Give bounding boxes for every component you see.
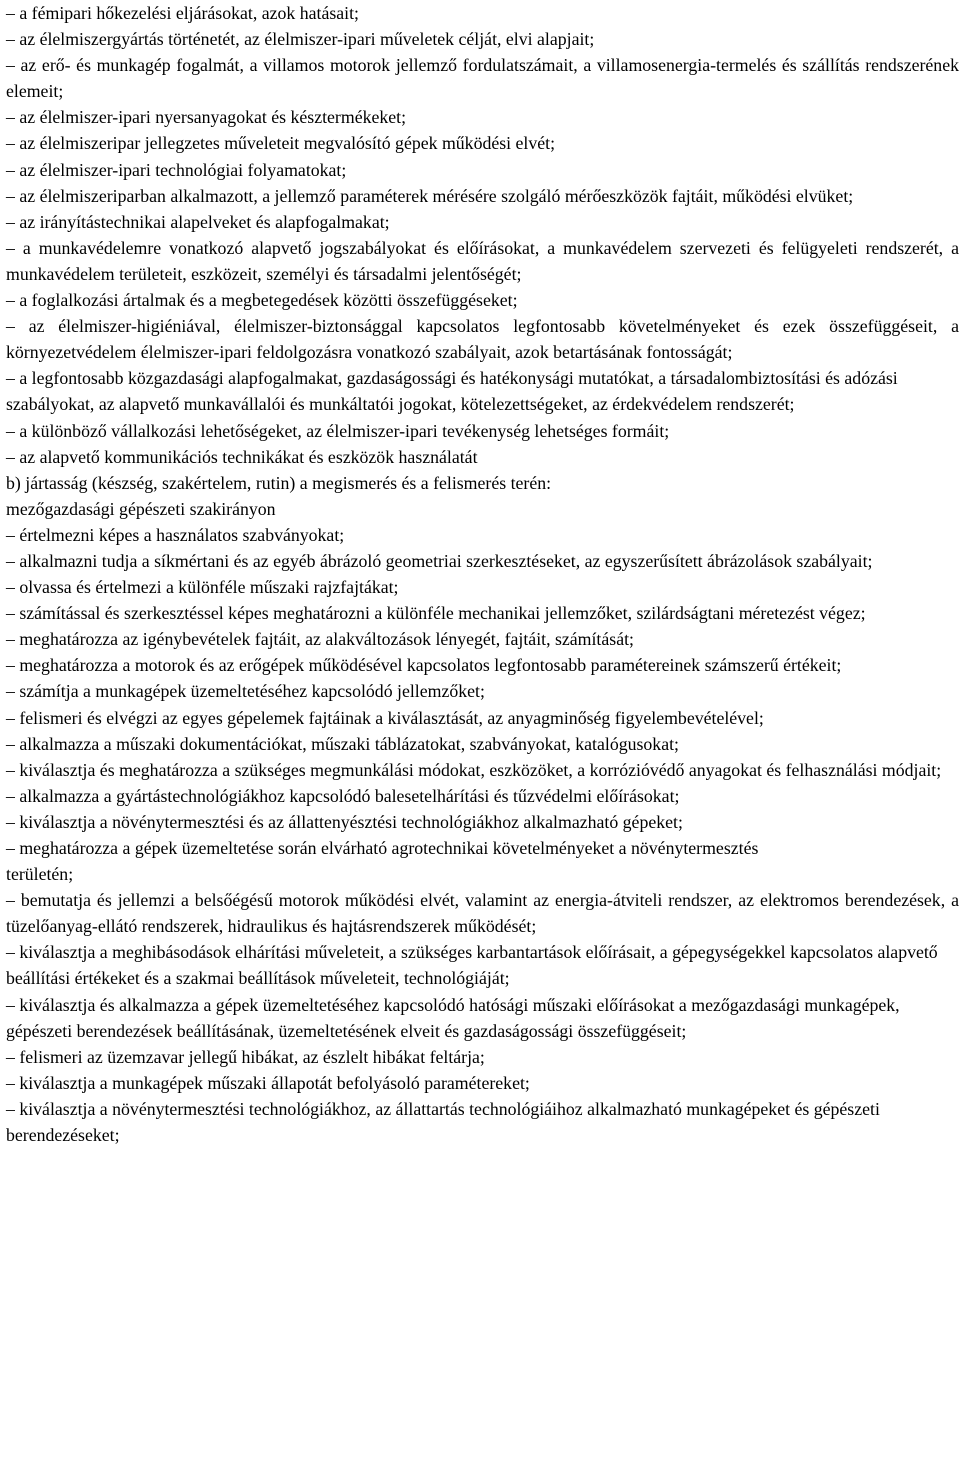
list-item: – az irányítástechnikai alapelveket és alapfogalmakat; bbox=[6, 211, 390, 232]
list-item: – értelmezni képes a használatos szabványokat; bbox=[6, 524, 345, 545]
list-item: – a legfontosabb közgazdasági alapfogalmakat, gazdaságossági és hatékonysági mutatókat, a társadalombiztosítási és adózási szabályokat, az alapvető munkavállalói és munkáltatói jogokat, kötelezettségeket, az érdekvédelem rendszerét; bbox=[6, 368, 898, 415]
list-item: b) jártasság (készség, szakértelem, rutin) a megismerés és a felismerés terén: bbox=[6, 472, 552, 493]
list-item: – kiválasztja a növénytermesztési és az állattenyésztési technológiákhoz alkalmazható gépeket; bbox=[6, 811, 683, 832]
list-item: – bemutatja és jellemzi a belsőégésű motorok működési elvét, valamint az energia-átviteli rendszer, az elektromos berendezések, a tüzelőanyag-ellátó rendszerek, hidraulikus és hajtásrendszerek működését; bbox=[6, 890, 959, 937]
list-item: – az élelmiszergyártás történetét, az élelmiszer-ipari műveletek célját, elvi alapjait; bbox=[6, 29, 595, 50]
list-item: – kiválasztja a növénytermesztési technológiákhoz, az állattartás technológiáihoz alkalmazható munkagépeket és gépészeti berendezéseket; bbox=[6, 1098, 880, 1146]
list-item: – alkalmazza a műszaki dokumentációkat, műszaki táblázatokat, szabványokat, katalógusokat; bbox=[6, 733, 679, 754]
list-item: – meghatározza az igénybevételek fajtáit, az alakváltozások lényegét, fajtáit, számítását; bbox=[6, 629, 634, 650]
list-item: – kiválasztja a munkagépek műszaki állapotát befolyásoló paramétereket; bbox=[6, 1072, 530, 1093]
list-item: – számítással és szerkesztéssel képes meghatározni a különféle mechanikai jellemzőket, szilárdságtani méretezést végez; bbox=[6, 603, 866, 624]
list-item: – számítja a munkagépek üzemeltetéséhez kapcsolódó jellemzőket; bbox=[6, 681, 485, 702]
list-item: mezőgazdasági gépészeti szakirányon bbox=[6, 498, 276, 519]
list-item: – kiválasztja és alkalmazza a gépek üzemeltetéséhez kapcsolódó hatósági műszaki előírásokat a mezőgazdasági munkagépek, gépészeti berendezések beállításának, üzemeltetésének elveit és gazdaságossági összefüggéseit; bbox=[6, 994, 900, 1041]
list-item: – alkalmazni tudja a síkmértani és az egyéb ábrázoló geometriai szerkesztéseket, az egyszerűsített ábrázolások szabályait; bbox=[6, 550, 873, 571]
list-item: – a különböző vállalkozási lehetőségeket, az élelmiszer-ipari tevékenység lehetséges formáit; bbox=[6, 420, 670, 441]
list-item: – meghatározza a gépek üzemeltetése során elvárható agrotechnikai követelményeket a növénytermesztés bbox=[6, 838, 759, 858]
list-item: – az élelmiszer-ipari technológiai folyamatokat; bbox=[6, 159, 347, 180]
list-item: területén; bbox=[6, 864, 74, 885]
list-item: – alkalmazza a gyártástechnológiákhoz kapcsolódó balesetelhárítási és tűzvédelmi előírásokat; bbox=[6, 785, 680, 806]
list-item: – olvassa és értelmezi a különféle műszaki rajzfajtákat; bbox=[6, 577, 399, 598]
list-item: – az élelmiszeripar jellegzetes műveleteit megvalósító gépek működési elvét; bbox=[6, 133, 556, 154]
list-item: – meghatározza a motorok és az erőgépek működésével kapcsolatos legfontosabb paramétereinek számszerű értékeit; bbox=[6, 655, 842, 676]
list-item: – a fémipari hőkezelési eljárásokat, azok hatásait; bbox=[6, 3, 359, 23]
list-item: – az élelmiszer-ipari nyersanyagokat és késztermékeket; bbox=[6, 107, 407, 128]
list-item: – kiválasztja és meghatározza a szükséges megmunkálási módokat, eszközöket, a korrózióvédő anyagokat és felhasználási módjait; bbox=[6, 759, 942, 780]
list-item: – a foglalkozási ártalmak és a megbetegedések közötti összefüggéseket; bbox=[6, 290, 518, 311]
list-item: – az alapvető kommunikációs technikákat és eszközök használatát bbox=[6, 446, 478, 467]
list-item: – kiválasztja a meghibásodások elhárítási műveleteit, a szükséges karbantartások előírásait, a gépegységekkel kapcsolatos alapvető beállítási értékeket és a szakmai beállítások műveleteit, technológiáját; bbox=[6, 942, 938, 989]
list-item: – az élelmiszeriparban alkalmazott, a jellemző paraméterek mérésére szolgáló mérőeszközök fajtáit, működési elvüket; bbox=[6, 185, 854, 206]
list-item: – a munkavédelemre vonatkozó alapvető jogszabályokat és előírásokat, a munkavédelem szervezeti és felügyeleti rendszerét, a munkavédelem területeit, eszközeit, személyi és társadalmi jelentőségét; bbox=[6, 237, 959, 284]
list-item: – felismeri és elvégzi az egyes gépelemek fajtáinak a kiválasztását, az anyagminőség figyelembevételével; bbox=[6, 707, 764, 728]
list-item: – az élelmiszer-higiéniával, élelmiszer-biztonsággal kapcsolatos legfontosabb követelményeket és ezek összefüggéseit, a környezetvédelem élelmiszer-ipari feldolgozásra vonatkozó szabályait, azok betartásának fontosságát; bbox=[6, 316, 959, 363]
list-item: – felismeri az üzemzavar jellegű hibákat, az észlelt hibákat feltárja; bbox=[6, 1046, 485, 1067]
list-item: – az erő- és munkagép fogalmát, a villamos motorok jellemző fordulatszámait, a villamosenergia-termelés és szállítás rendszerének elemeit; bbox=[6, 55, 959, 102]
